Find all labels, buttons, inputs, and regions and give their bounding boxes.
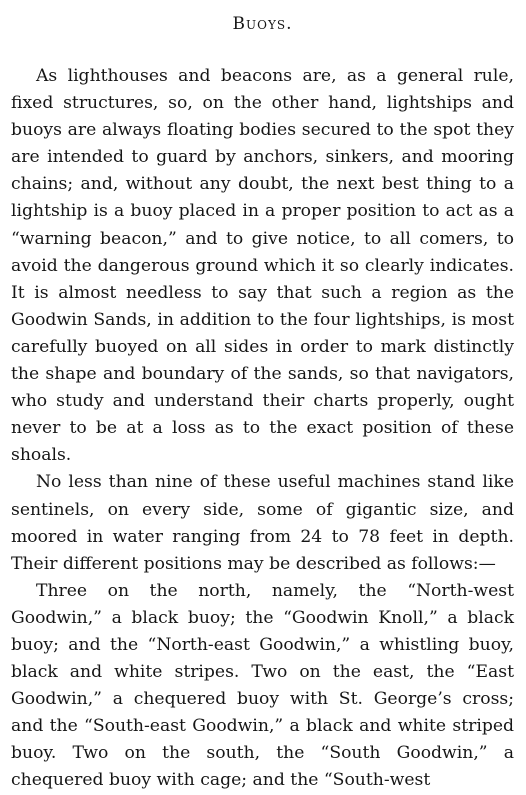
paragraph: Three on the north, namely, the “North-west Goodwin,” a black buoy; the “Goodwin Knoll,” a black buoy; and the “North-east Goodwin,” a whistling buoy, black and white stripes. Two on the east, the “East Goodwin,” a chequered buoy with St. George’s cross; and the “South-east Goodwin,” a black and white striped buoy. Two on the south, the “South Goodwin,” a chequered buoy with cage; and the “South-west [11,580,514,791]
paragraph: As lighthouses and beacons are, as a general rule, fixed structures, so, on the other hand, lightships and buoys are always floating bodies secured to the spot they are intended to guard by anchors, sinkers, and mooring chains; and, without any doubt, the next best thing to a lightship is a buoy placed in a proper position to act as a “warning beacon,” and to give notice, to all comers, to avoid the dangerous ground which it so clearly indicates. It is almost needless to say that such a region as the Goodwin Sands, in addition to the four lightships, is most carefully buoyed on all sides in order to mark distinctly the shape and boundary of the sands, so that navigators, who study and understand their charts properly, ought never to be at a loss as to the exact position of these shoals. [11,66,514,466]
paragraph: No less than nine of these useful machines stand like sentinels, on every side, some of gigantic size, and moored in water ranging from 24 to 78 feet in depth. Their different positions may be described as follows:— [11,472,514,574]
page-heading: Buoys. [232,14,293,34]
